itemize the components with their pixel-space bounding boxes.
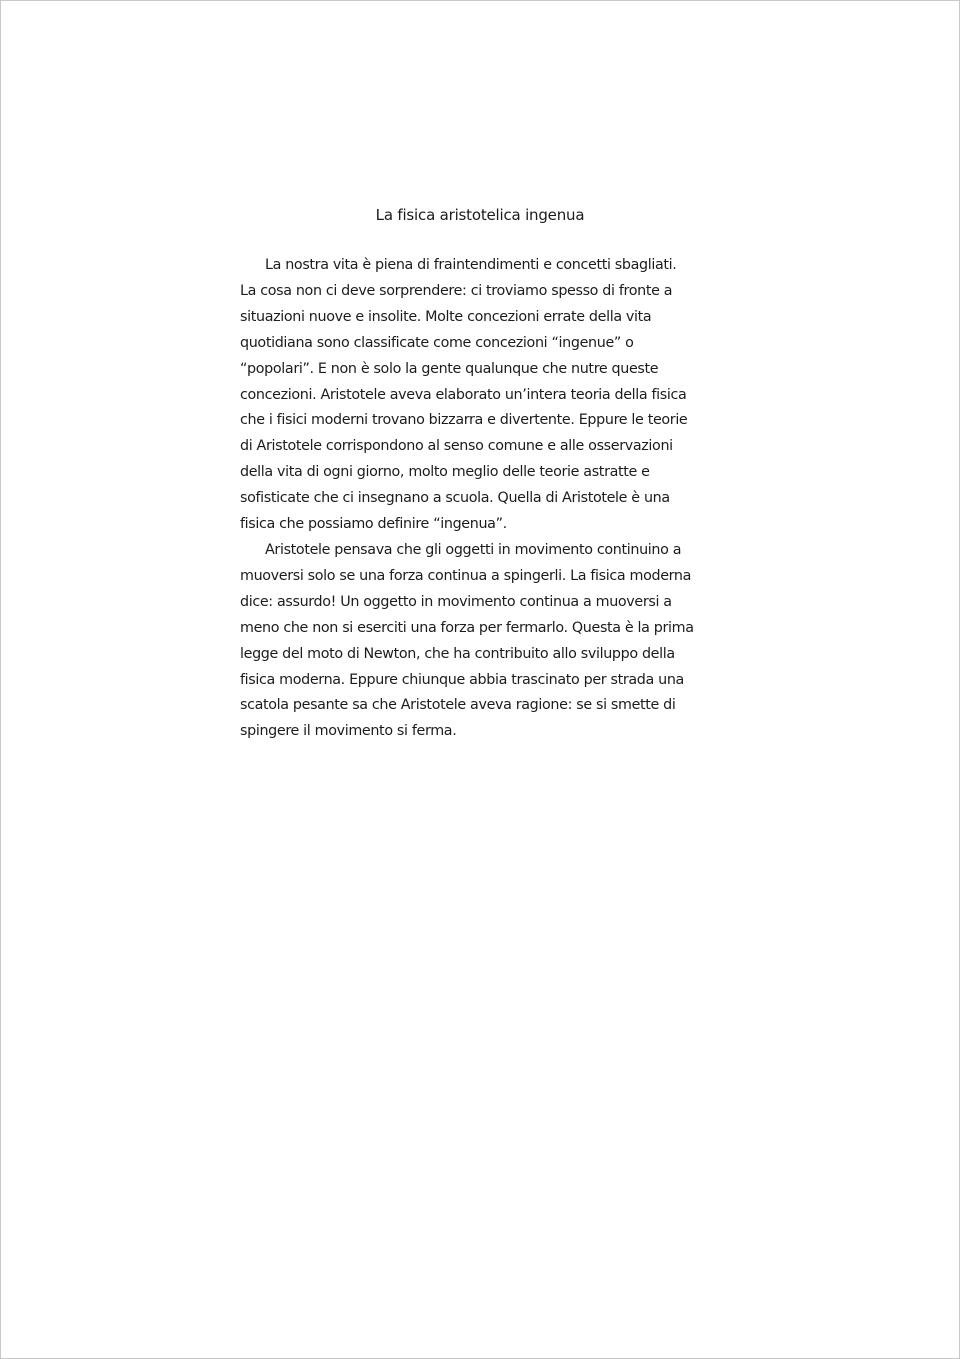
text-line: scatola pesante sa che Aristotele aveva ragione: se si smette di xyxy=(240,697,676,714)
text-line: La cosa non ci deve sorprendere: ci troviamo spesso di fronte a xyxy=(240,282,673,299)
document-title: La fisica aristotelica ingenua xyxy=(375,206,585,224)
text-line: spingere il movimento si ferma. xyxy=(240,723,457,740)
text-line: sofisticate che ci insegnano a scuola. Quella di Aristotele è una xyxy=(240,490,670,507)
text-line: meno che non si eserciti una forza per fermarlo. Questa è la prima xyxy=(240,619,694,636)
text-line: concezioni. Aristotele aveva elaborato un’intera teoria della fisica xyxy=(240,386,687,403)
text-line: legge del moto di Newton, che ha contribuito allo sviluppo della xyxy=(240,645,675,662)
text-line: dice: assurdo! Un oggetto in movimento continua a muoversi a xyxy=(240,593,672,610)
text-line: della vita di ogni giorno, molto meglio delle teorie astratte e xyxy=(240,464,650,481)
text-line: situazioni nuove e insolite. Molte concezioni errate della vita xyxy=(240,308,652,325)
text-line: fisica moderna. Eppure chiunque abbia trascinato per strada una xyxy=(240,671,684,688)
document-body xyxy=(215,253,715,745)
text-line: di Aristotele corrispondono al senso comune e alle osservazioni xyxy=(240,438,673,455)
text-line: quotidiana sono classificate come concezioni “ingenue” o xyxy=(240,334,634,351)
text-line: fisica che possiamo definire “ingenua”. xyxy=(240,516,507,533)
text-line: che i fisici moderni trovano bizzarra e divertente. Eppure le teorie xyxy=(240,412,688,429)
paragraph-1 xyxy=(215,253,715,538)
text-line: “popolari”. E non è solo la gente qualunque che nutre queste xyxy=(240,360,659,377)
text-line: muoversi solo se una forza continua a spingerli. La fisica moderna xyxy=(240,567,692,584)
text-line: Aristotele pensava che gli oggetti in movimento continuino a xyxy=(265,541,682,558)
text-line: La nostra vita è piena di fraintendimenti e concetti sbagliati. xyxy=(265,257,677,273)
paragraph-2 xyxy=(215,538,715,745)
